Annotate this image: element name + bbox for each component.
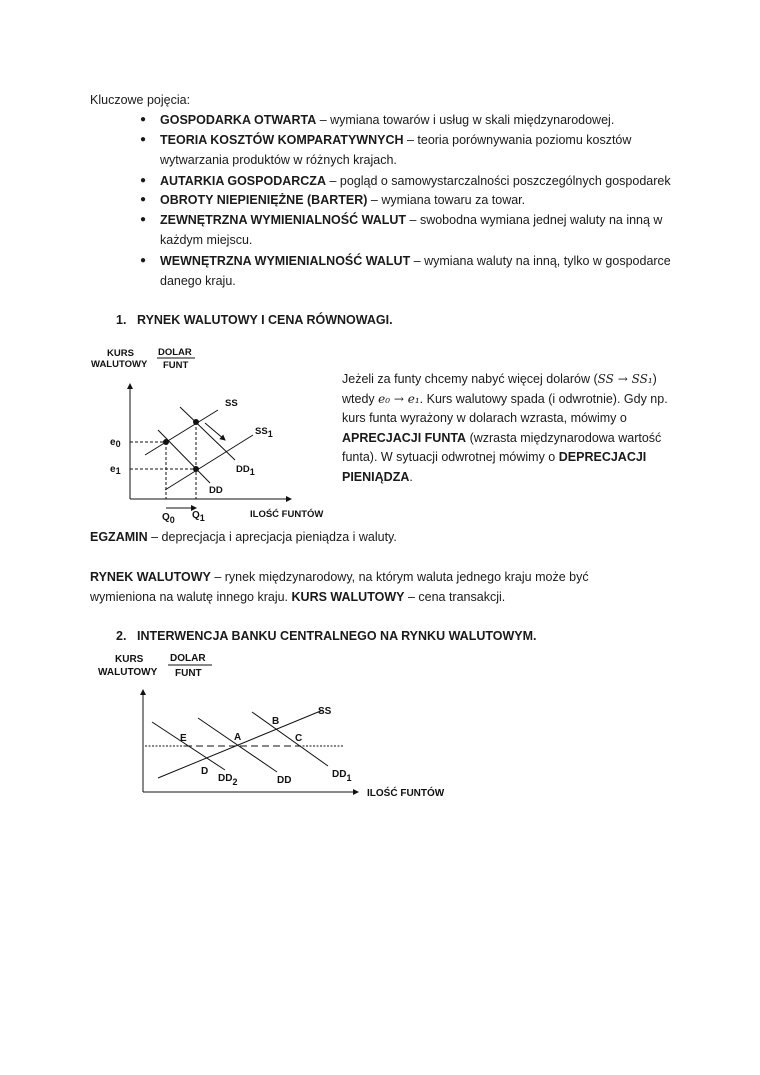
ss-curve bbox=[158, 710, 323, 778]
dd-label: DD bbox=[277, 775, 292, 786]
e0-label: e0 bbox=[110, 437, 121, 449]
concept-item: OBROTY NIEPIENIĘŻNE (BARTER) – wymiana towaru za towar. bbox=[160, 193, 526, 207]
section1-title: RYNEK WALUTOWY I CENA RÓWNOWAGI. bbox=[137, 313, 393, 327]
point-a-label: A bbox=[234, 732, 242, 743]
market-definition-cont: wymieniona na walutę innego kraju. KURS WALUTOWY – cena transakcji. bbox=[90, 590, 506, 604]
point-d-label: D bbox=[201, 766, 209, 777]
dd-curve bbox=[198, 716, 280, 772]
x-label: ILOŚĆ FUNTÓW bbox=[367, 788, 445, 799]
intro-label: Kluczowe pojęcia: bbox=[90, 93, 191, 107]
exam-note: EGZAMIN – deprecjacja i aprecjacja pieniądza i waluty. bbox=[90, 530, 397, 544]
dd2-label: DD2 bbox=[218, 773, 238, 787]
fraction-numerator: DOLAR bbox=[158, 347, 192, 358]
dd-label: DD bbox=[209, 485, 223, 496]
fraction-denominator: FUNT bbox=[175, 668, 202, 679]
section1-number: 1. bbox=[116, 313, 127, 327]
dd1-label: DD1 bbox=[236, 464, 255, 477]
concept-item-cont: danego kraju. bbox=[160, 274, 236, 288]
dd1-curve bbox=[180, 407, 235, 460]
concept-item-cont: wytwarzania produktów w różnych krajach. bbox=[160, 153, 397, 167]
shift-arrow-icon bbox=[205, 423, 225, 440]
bullet-icon: ● bbox=[140, 255, 147, 266]
y-label-walutowy: WALUTOWY bbox=[98, 667, 158, 678]
concept-item: AUTARKIA GOSPODARCZA – pogląd o samowystarczalności poszczególnych gospodarek bbox=[160, 174, 671, 188]
bullet-icon: ● bbox=[140, 194, 147, 205]
y-label-walutowy: WALUTOWY bbox=[91, 359, 148, 370]
point-e-label: E bbox=[180, 733, 187, 744]
section2-title: INTERWENCJA BANKU CENTRALNEGO NA RYNKU WALUTOWYM. bbox=[137, 629, 537, 643]
bullet-icon: ● bbox=[140, 114, 147, 125]
x-label: ILOŚĆ FUNTÓW bbox=[250, 509, 324, 520]
dd1-curve bbox=[252, 712, 328, 766]
bullet-icon: ● bbox=[140, 134, 147, 145]
section1-paragraph: Jeżeli za funty chcemy nabyć więcej dolarów (SS → SS₁) wtedy e₀ → e₁. Kurs walutowy spada (i odwrotnie). Gdy np. kurs funta wyrażony w dolarach wzrasta, mówimy o APRECJACJI FUNTA (wzrasta międzynarodowa wartość funta). W sytuacji odwrotnej mówimy o DEPRECJACJI PIENIĄDZA. bbox=[342, 372, 668, 484]
q1-label: Q1 bbox=[192, 510, 205, 523]
section2-number: 2. bbox=[116, 629, 127, 643]
y-label-kurs: KURS bbox=[115, 654, 144, 665]
point-b-label: B bbox=[272, 716, 280, 727]
ss1-label: SS1 bbox=[255, 426, 273, 439]
equilibrium-point bbox=[193, 419, 199, 425]
concept-item: ZEWNĘTRZNA WYMIENIALNOŚĆ WALUT – swobodna wymiana jednej waluty na inną w bbox=[160, 213, 663, 227]
equilibrium-point bbox=[193, 466, 199, 472]
ss-label: SS bbox=[318, 706, 332, 717]
central-bank-intervention-diagram bbox=[90, 640, 470, 810]
fraction-denominator: FUNT bbox=[163, 360, 189, 371]
e1-label: e1 bbox=[110, 464, 121, 476]
concept-item-cont: każdym miejscu. bbox=[160, 233, 253, 247]
bullet-icon: ● bbox=[140, 214, 147, 225]
y-label-kurs: KURS bbox=[107, 348, 134, 359]
equilibrium-point bbox=[163, 439, 169, 445]
exchange-market-diagram bbox=[80, 330, 340, 530]
concept-item: WEWNĘTRZNA WYMIENIALNOŚĆ WALUT – wymiana waluty na inną, tylko w gospodarce bbox=[160, 254, 671, 268]
concept-item: TEORIA KOSZTÓW KOMPARATYWNYCH – teoria porównywania poziomu kosztów bbox=[160, 133, 632, 147]
q0-label: Q0 bbox=[162, 512, 175, 525]
fraction-numerator: DOLAR bbox=[170, 653, 206, 664]
market-definition: RYNEK WALUTOWY – rynek międzynarodowy, na którym waluta jednego kraju może być bbox=[90, 570, 589, 584]
point-c-label: C bbox=[295, 733, 303, 744]
guide-lines bbox=[130, 422, 196, 499]
dd1-label: DD1 bbox=[332, 769, 352, 783]
ss-label: SS bbox=[225, 398, 238, 409]
concept-item: GOSPODARKA OTWARTA – wymiana towarów i usług w skali międzynarodowej. bbox=[160, 113, 615, 127]
bullet-icon: ● bbox=[140, 175, 147, 186]
dd-curve bbox=[158, 430, 210, 483]
